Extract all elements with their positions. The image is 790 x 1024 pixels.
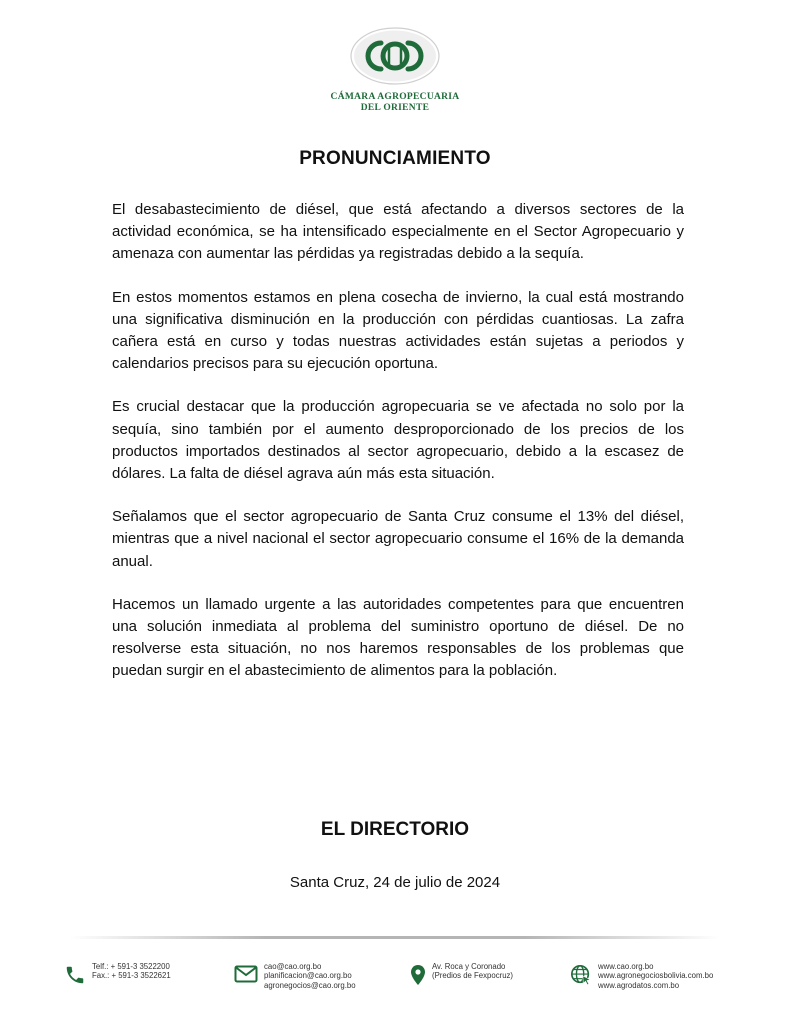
address-line: (Predios de Fexpocruz)	[432, 971, 514, 981]
fax-line: Fax.: + 591-3 3522621	[92, 971, 171, 981]
cao-logo	[349, 26, 441, 86]
location-pin-icon	[410, 964, 426, 986]
website-link[interactable]: www.agrodatos.com.bo	[598, 980, 680, 990]
email-line[interactable]: agronegocios@cao.org.bo	[264, 980, 356, 990]
globe-cursor-icon	[570, 964, 592, 986]
footer-phone	[64, 962, 171, 986]
email-line[interactable]: cao@cao.org.bo	[264, 962, 322, 971]
signature: EL DIRECTORIO	[320, 819, 470, 840]
footer-divider	[70, 936, 720, 939]
document-date: Santa Cruz, 24 de julio de 2024	[289, 874, 501, 891]
paragraph-3: Es crucial destacar que la producción agropecuaria se ve afectada no solo por la sequía, sino también por el aumento desproporcionado de los precios de los productos importados destinados al sector agropecuario, debido a la escasez de dólares. La falta de diésel agrava aún más esta situación.	[112, 398, 684, 483]
document-title: PRONUNCIAMIENTO	[299, 148, 491, 169]
paragraph-4: Señalamos que el sector agropecuario de Santa Cruz consume el 13% del diésel, mientras que a nivel nacional el sector agropecuario consume el 16% de la demanda anual.	[112, 508, 684, 570]
address-line: Av. Roca y Coronado	[432, 962, 506, 971]
footer-address	[410, 962, 513, 986]
phone-line: Telf.: + 591-3 3522200	[92, 962, 170, 971]
paragraph-1: El desabastecimiento de diésel, que está afectando a diversos sectores de la actividad económica, se ha intensificado especialmente en el Sector Agropecuario y amenaza con aumentar las pérdidas ya registradas debido a la sequía.	[112, 201, 684, 263]
letterhead	[0, 26, 790, 114]
paragraph-2: En estos momentos estamos en plena cosecha de invierno, la cual está mostrando una significativa disminución en la producción con pérdidas cuantiosas. La zafra cañera está en curso y todas nuestras actividades están sujetas a periodos y calendarios precisos para su ejecución oportuna.	[112, 288, 684, 373]
org-name-line1: CÁMARA AGROPECUARIA	[330, 92, 460, 102]
footer-email	[234, 962, 356, 990]
paragraph-5: Hacemos un llamado urgente a las autoridades competentes para que encuentren una solución inmediata al problema del suministro oportuno de diésel. De no resolverse esta situación, no nos haremos responsables de los problemas que puedan surgir en el abastecimiento de alimentos para la población.	[112, 595, 684, 680]
website-link[interactable]: www.agronegociosbolivia.com.bo	[598, 971, 714, 981]
email-line[interactable]: planificacion@cao.org.bo	[264, 971, 352, 981]
footer-web	[570, 962, 713, 990]
org-name-line2: DEL ORIENTE	[360, 103, 430, 113]
website-link[interactable]: www.cao.org.bo	[598, 962, 654, 971]
document-body	[112, 199, 684, 704]
phone-icon	[64, 964, 86, 986]
envelope-icon	[234, 964, 258, 984]
footer	[0, 962, 790, 1002]
